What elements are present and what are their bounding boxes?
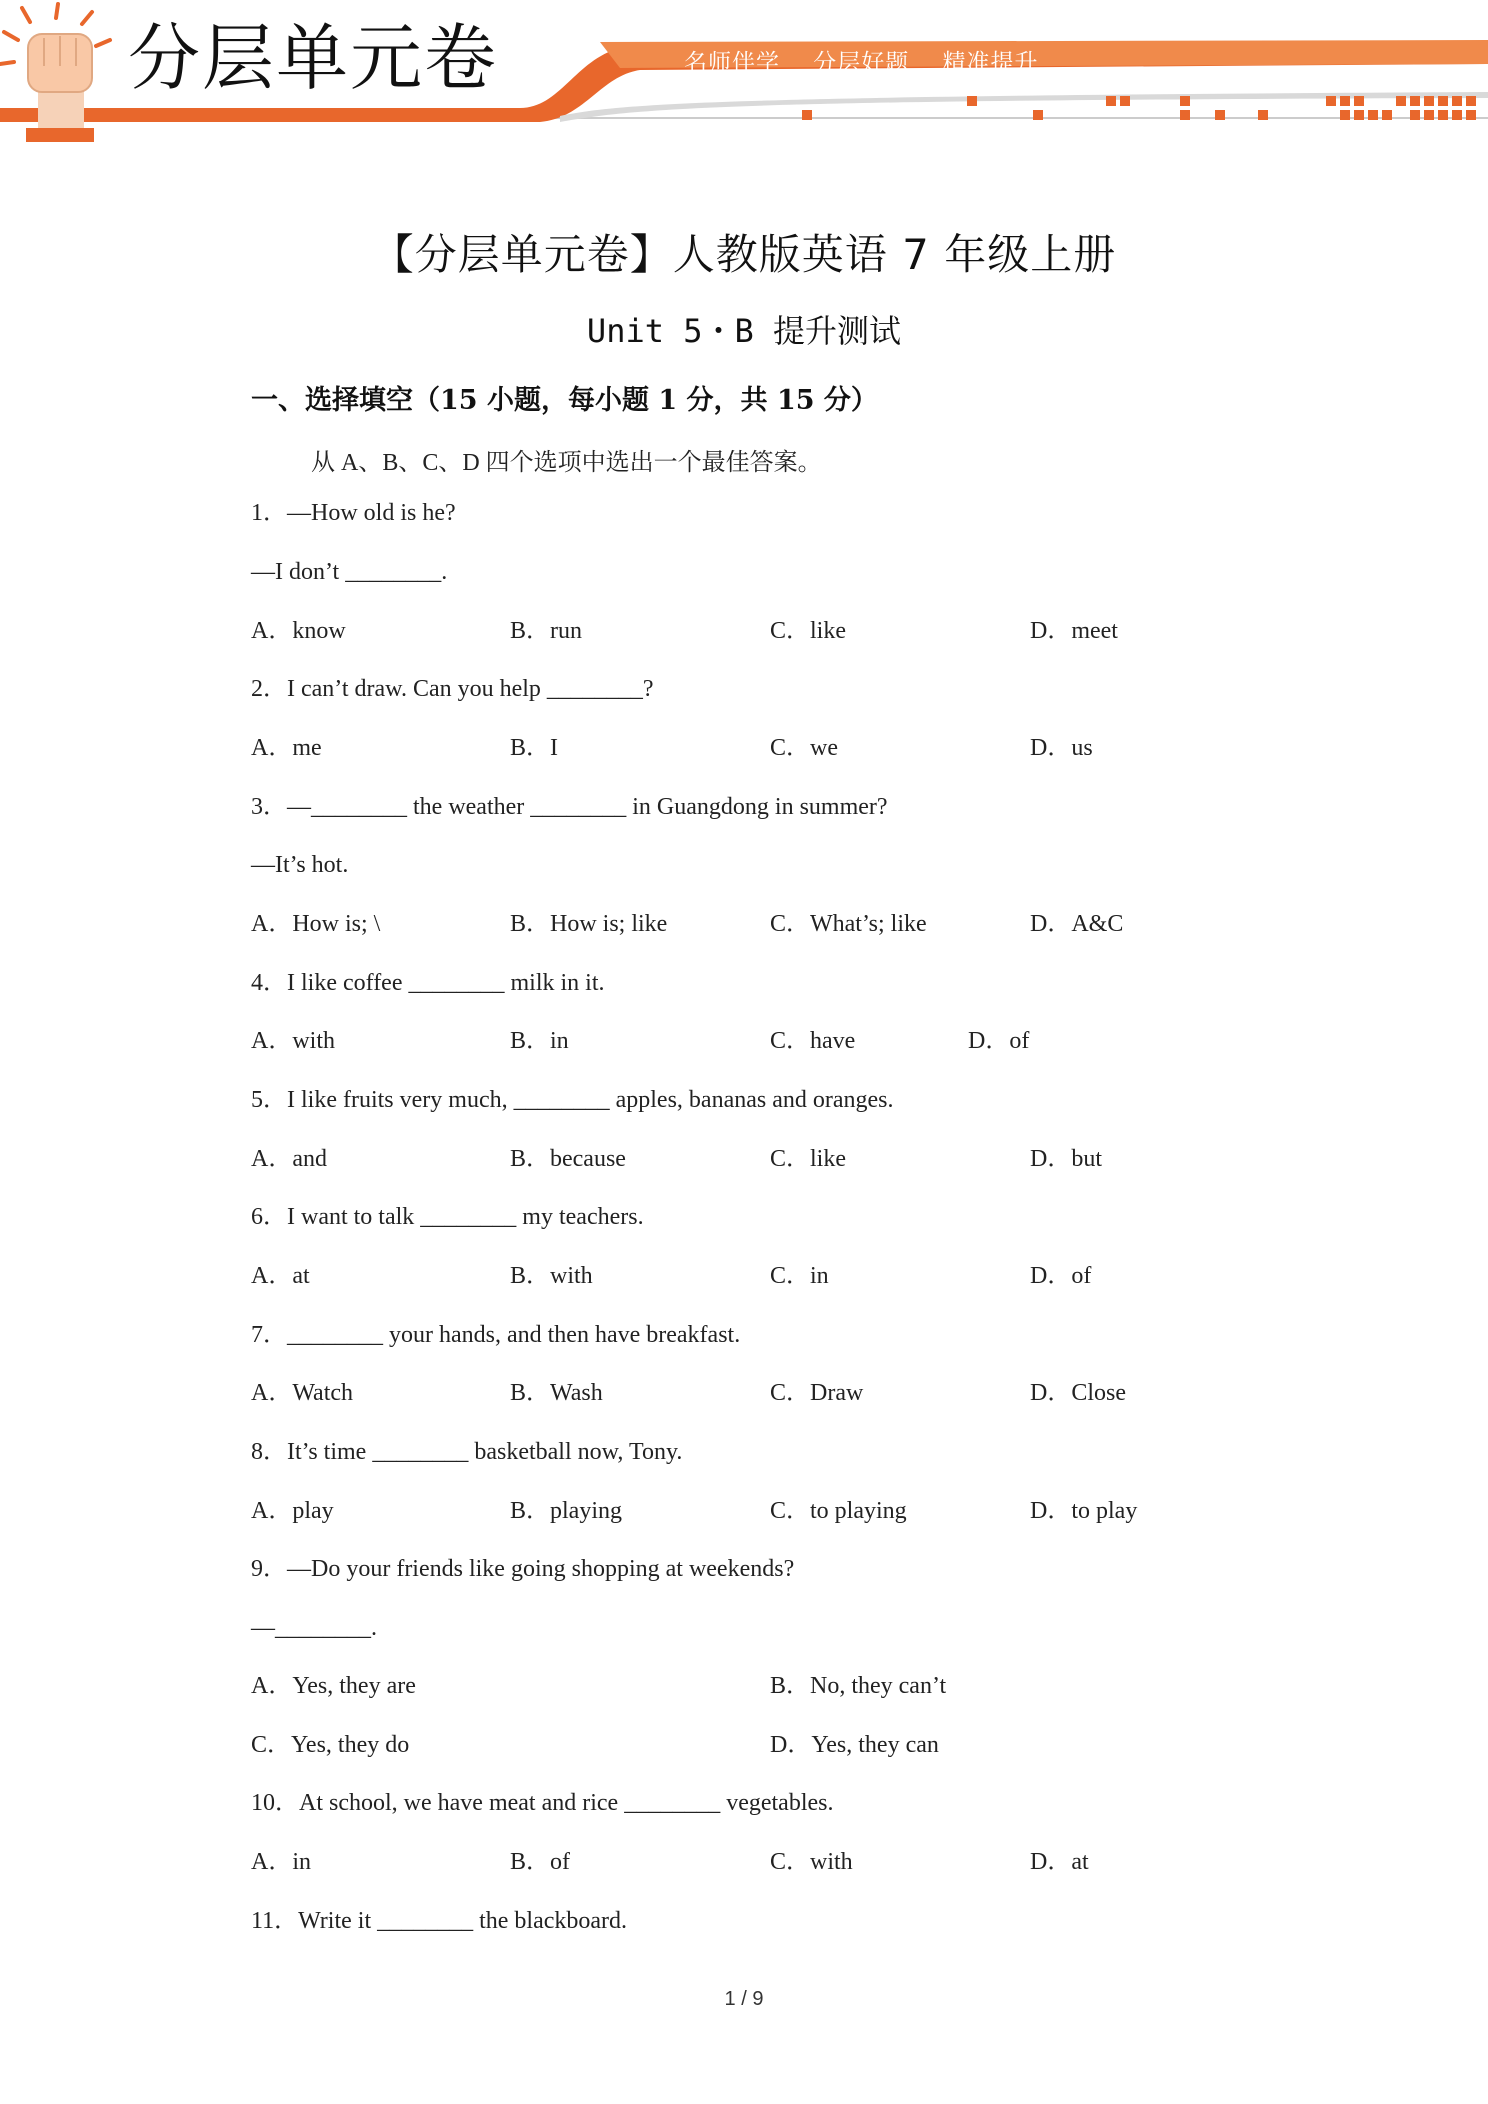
question-8-option-d: D．to play [1030,1498,1138,1524]
question-9-option-d: D．Yes, they can [770,1732,939,1758]
question-6-option-d: D．of [1030,1263,1092,1289]
question-8-option-a: A．play [251,1498,334,1524]
question-1-response: —I don’t ________. [251,559,448,585]
question-4-option-d: D．of [968,1028,1030,1054]
question-2-option-b: B．I [510,735,558,761]
question-3-option-a: A．How is; \ [251,911,381,937]
question-4-option-c: C．have [770,1028,856,1054]
question-2-stem: 2．I can’t draw. Can you help ________? [251,676,654,702]
question-3-response: —It’s hot. [251,852,349,878]
header-banner [0,0,1488,150]
question-8-option-b: B．playing [510,1498,622,1524]
question-9-option-a: A．Yes, they are [251,1673,416,1699]
question-1-stem: 1．—How old is he? [251,500,456,526]
question-7-stem: 7．________ your hands, and then have breakfast. [251,1322,741,1348]
question-3-option-d: D．A&C [1030,911,1124,937]
question-9-stem: 9．—Do your friends like going shopping at weekends? [251,1556,795,1582]
question-6-stem: 6．I want to talk ________ my teachers. [251,1204,644,1230]
page-subtitle: Unit 5・B 提升测试 [586,312,902,350]
question-10-option-c: C．with [770,1849,853,1875]
brand-title: 分层单元卷 [128,16,499,100]
question-10-option-a: A．in [251,1849,311,1875]
question-3-option-c: C．What’s; like [770,911,927,937]
question-5-option-c: C．like [770,1146,846,1172]
question-10-stem: 10．At school, we have meat and rice ________ vegetables. [251,1790,834,1816]
question-7-option-d: D．Close [1030,1380,1126,1406]
question-8-stem: 8．It’s time ________ basketball now, Tony. [251,1439,683,1465]
page-title: 【分层单元卷】人教版英语 7 年级上册 [371,230,1117,279]
question-9-response: —________. [251,1615,377,1641]
brand-slogan: 名师伴学 分层好题 精准提升 [684,50,1039,76]
question-1-option-b: B．run [510,618,582,644]
question-1-option-a: A．know [251,618,346,644]
question-2-option-a: A．me [251,735,322,761]
question-2-option-c: C．we [770,735,838,761]
question-1-option-c: C．like [770,618,846,644]
question-9-option-b: B．No, they can’t [770,1673,947,1699]
page-number: 1 / 9 [724,1988,764,2010]
question-10-option-b: B．of [510,1849,570,1875]
question-4-stem: 4．I like coffee ________ milk in it. [251,970,605,996]
question-6-option-b: B．with [510,1263,593,1289]
question-8-option-c: C．to playing [770,1498,907,1524]
question-9-option-c: C．Yes, they do [251,1732,410,1758]
question-4-option-a: A．with [251,1028,335,1054]
section-instruction: 从 A、B、C、D 四个选项中选出一个最佳答案。 [311,450,822,476]
question-6-option-c: C．in [770,1263,829,1289]
question-11-stem: 11．Write it ________ the blackboard. [251,1908,628,1934]
question-3-stem: 3．—________ the weather ________ in Guangdong in summer? [251,794,888,820]
question-7-option-a: A．Watch [251,1380,354,1406]
section-heading: 一、选择填空（15 小题，每小题 1 分，共 15 分） [251,385,878,416]
question-2-option-d: D．us [1030,735,1093,761]
question-3-option-b: B．How is; like [510,911,668,937]
question-5-option-b: B．because [510,1146,626,1172]
question-1-option-d: D．meet [1030,618,1118,644]
question-5-option-a: A．and [251,1146,327,1172]
question-10-option-d: D．at [1030,1849,1089,1875]
question-6-option-a: A．at [251,1263,310,1289]
question-7-option-b: B．Wash [510,1380,603,1406]
question-5-option-d: D．but [1030,1146,1102,1172]
question-7-option-c: C．Draw [770,1380,864,1406]
question-4-option-b: B．in [510,1028,569,1054]
question-5-stem: 5．I like fruits very much, ________ apples, bananas and oranges. [251,1087,894,1113]
